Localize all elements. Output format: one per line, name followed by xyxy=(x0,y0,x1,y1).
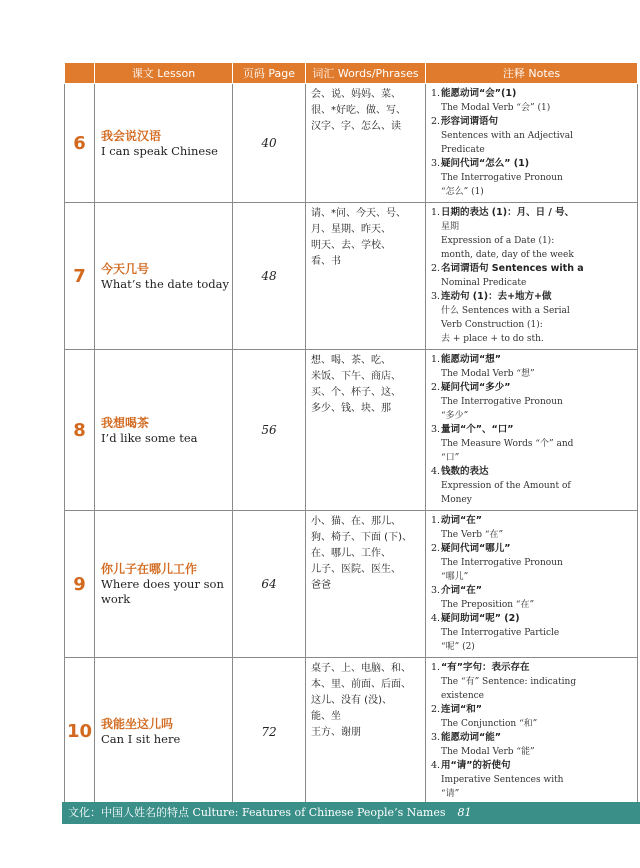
note-subtext: Expression of a Date (1): xyxy=(441,236,555,246)
note-heading: 日期的表达 (1)：月、日 / 号、 xyxy=(441,207,575,218)
note-subtext: The Modal Verb “能” xyxy=(441,747,535,757)
note-heading: “有”字句：表示存在 xyxy=(441,662,530,673)
lesson-title-chinese: 今天几号 xyxy=(101,261,150,276)
lesson-words-cell xyxy=(306,84,426,203)
note-item xyxy=(431,542,632,584)
word-line: 月、星期、昨天、 xyxy=(311,224,391,235)
lesson-words-cell xyxy=(306,511,426,658)
word-line: 想、喝、茶、吃、 xyxy=(311,355,391,366)
word-line: 在、哪儿、工作、 xyxy=(311,548,391,559)
lesson-page-number: 64 xyxy=(233,511,306,658)
lesson-number: 7 xyxy=(65,203,95,350)
note-body xyxy=(441,542,632,584)
note-body xyxy=(441,353,632,381)
note-item xyxy=(431,703,632,731)
lesson-row xyxy=(65,350,638,511)
contents-table xyxy=(64,62,638,806)
note-subtext: “呢” (2) xyxy=(441,642,475,652)
note-subtext: existence xyxy=(441,691,485,701)
lesson-title-chinese: 我会说汉语 xyxy=(101,128,162,143)
note-number: 3. xyxy=(431,291,441,302)
word-line: 儿子、医院、医生、 xyxy=(311,564,401,575)
note-number: 1. xyxy=(431,662,441,673)
word-line: 本、里、前面、后面、 xyxy=(311,679,411,690)
lesson-row xyxy=(65,203,638,350)
note-body xyxy=(441,262,632,290)
note-number: 3. xyxy=(431,158,441,169)
header-notes: 注释 Notes xyxy=(426,63,638,84)
note-subtext: Sentences with an Adjectival xyxy=(441,131,573,141)
note-item xyxy=(431,115,632,157)
lesson-number: 10 xyxy=(65,658,95,806)
note-subtext: month, date, day of the week xyxy=(441,250,574,260)
lesson-title-english: Can I sit here xyxy=(101,732,181,746)
note-subtext: The Interrogative Pronoun xyxy=(441,397,563,407)
note-number: 4. xyxy=(431,613,441,624)
footer-text: 文化：中国人姓名的特点 Culture: Features of Chinese People’s Names xyxy=(68,806,446,819)
note-item xyxy=(431,423,632,465)
header-page: 页码 Page xyxy=(233,63,306,84)
lesson-notes-cell xyxy=(426,511,638,658)
table-header-row xyxy=(65,63,638,84)
note-subtext: The Interrogative Particle xyxy=(441,628,560,638)
footer-page-number: 81 xyxy=(457,806,472,819)
note-body xyxy=(441,157,632,199)
note-body xyxy=(441,514,632,542)
note-body xyxy=(441,115,632,157)
note-item xyxy=(431,262,632,290)
note-item xyxy=(431,290,632,346)
lesson-title-cell xyxy=(95,84,233,203)
note-subtext: Expression of the Amount of xyxy=(441,481,571,491)
note-subtext: 去 + place + to do sth. xyxy=(441,334,544,344)
lesson-row xyxy=(65,658,638,806)
note-heading: 钱数的表达 xyxy=(441,466,489,477)
note-heading: 动词“在” xyxy=(441,515,482,526)
lesson-notes-cell xyxy=(426,658,638,806)
note-heading: 疑问代词“多少” xyxy=(441,382,511,393)
word-line: 能、坐 xyxy=(311,711,341,722)
note-body xyxy=(441,703,632,731)
header-words: 词汇 Words/Phrases xyxy=(306,63,426,84)
note-body xyxy=(441,584,632,612)
note-body xyxy=(441,661,632,703)
note-number: 1. xyxy=(431,354,441,365)
lesson-title-cell xyxy=(95,511,233,658)
note-body xyxy=(441,87,632,115)
note-subtext: “口” xyxy=(441,453,460,463)
lesson-number: 6 xyxy=(65,84,95,203)
word-line: 很、*好吃、做、写、 xyxy=(311,105,406,116)
note-heading: 疑问代词“哪儿” xyxy=(441,543,511,554)
note-heading: 连动句 (1)：去+地方+做 xyxy=(441,291,552,302)
note-subtext: The Measure Words “个” and xyxy=(441,439,574,449)
lesson-notes-cell xyxy=(426,350,638,511)
lesson-words-cell xyxy=(306,658,426,806)
note-heading: 连词“和” xyxy=(441,704,482,715)
lesson-title-chinese: 我想喝茶 xyxy=(101,415,150,430)
word-line: 米饭、下午、商店、 xyxy=(311,371,401,382)
note-body xyxy=(441,759,632,801)
note-body xyxy=(441,423,632,465)
table-body xyxy=(65,84,638,806)
note-body xyxy=(441,612,632,654)
word-line: 会、说、妈妈、菜、 xyxy=(311,89,401,100)
note-heading: 量词“个”、“口” xyxy=(441,424,514,435)
note-subtext: “哪儿” xyxy=(441,572,469,582)
note-number: 2. xyxy=(431,543,441,554)
note-number: 4. xyxy=(431,466,441,477)
lesson-title-english: I can speak Chinese xyxy=(101,143,218,158)
word-line: 桌子、上、电脑、和、 xyxy=(311,663,411,674)
note-number: 1. xyxy=(431,515,441,526)
note-subtext: The Preposition “在” xyxy=(441,600,535,610)
note-item xyxy=(431,759,632,801)
word-line: 狗、椅子、下面 (下)、 xyxy=(311,532,412,543)
note-body xyxy=(441,465,632,507)
note-subtext: The “有” Sentence: indicating xyxy=(441,677,577,687)
note-subtext: “怎么” (1) xyxy=(441,187,484,197)
note-subtext: The Modal Verb “想” xyxy=(441,369,535,379)
note-number: 3. xyxy=(431,732,441,743)
note-item xyxy=(431,465,632,507)
note-heading: 形容词谓语句 xyxy=(441,116,499,127)
note-body xyxy=(441,206,632,262)
lesson-words-cell xyxy=(306,350,426,511)
note-subtext: The Interrogative Pronoun xyxy=(441,558,563,568)
lesson-title-english: Where does your son work xyxy=(101,577,224,606)
word-line: 小、猫、在、那儿、 xyxy=(311,516,401,527)
note-item xyxy=(431,87,632,115)
note-subtext: Money xyxy=(441,495,472,505)
note-subtext: Verb Construction (1): xyxy=(441,320,543,330)
word-line: 明天、去、学校、 xyxy=(311,240,391,251)
word-line: 多少、钱、块、那 xyxy=(311,403,391,414)
note-item xyxy=(431,514,632,542)
note-subtext: The Interrogative Pronoun xyxy=(441,173,563,183)
note-heading: 名词谓语句 Sentences with a xyxy=(441,263,584,274)
lesson-notes-cell xyxy=(426,84,638,203)
note-number: 2. xyxy=(431,263,441,274)
note-item xyxy=(431,731,632,759)
note-heading: 疑问助词“呢” (2) xyxy=(441,613,520,624)
note-item xyxy=(431,584,632,612)
note-item xyxy=(431,206,632,262)
note-body xyxy=(441,731,632,759)
note-heading: 能愿动词“能” xyxy=(441,732,501,743)
note-item xyxy=(431,157,632,199)
lesson-page-number: 40 xyxy=(233,84,306,203)
word-line: 汉字、字、怎么、读 xyxy=(311,121,401,132)
lesson-title-chinese: 我能坐这儿吗 xyxy=(101,717,174,731)
lesson-row xyxy=(65,84,638,203)
note-subtext: Predicate xyxy=(441,145,485,155)
note-heading: 能愿动词“会”(1) xyxy=(441,88,517,99)
note-heading: 介词“在” xyxy=(441,585,482,596)
note-subtext: The Conjunction “和” xyxy=(441,719,538,729)
note-heading: 疑问代词“怎么” (1) xyxy=(441,158,530,169)
note-number: 2. xyxy=(431,116,441,127)
note-body xyxy=(441,290,632,346)
note-number: 1. xyxy=(431,207,441,218)
lesson-number: 9 xyxy=(65,511,95,658)
lesson-title-english: I’d like some tea xyxy=(101,430,198,445)
note-subtext: Imperative Sentences with xyxy=(441,775,564,785)
lesson-notes-cell xyxy=(426,203,638,350)
note-subtext: “请” xyxy=(441,789,460,799)
lesson-title-english: What’s the date today xyxy=(101,276,229,291)
word-line: 爸爸 xyxy=(311,580,331,591)
lesson-title-cell xyxy=(95,350,233,511)
culture-footer xyxy=(62,802,640,824)
note-subtext: “多少” xyxy=(441,411,469,421)
note-item xyxy=(431,612,632,654)
lesson-title-cell xyxy=(95,658,233,806)
note-number: 2. xyxy=(431,704,441,715)
lesson-row xyxy=(65,511,638,658)
lesson-title-chinese: 你儿子在哪儿工作 xyxy=(101,562,198,576)
note-subtext: 什么 Sentences with a Serial xyxy=(441,306,570,316)
word-line: 王方、谢朋 xyxy=(311,727,361,738)
word-line: 看、书 xyxy=(311,256,341,267)
note-number: 3. xyxy=(431,585,441,596)
note-number: 4. xyxy=(431,760,441,771)
note-item xyxy=(431,381,632,423)
lesson-number: 8 xyxy=(65,350,95,511)
lesson-words-cell xyxy=(306,203,426,350)
word-line: 买、个、杯子、这、 xyxy=(311,387,401,398)
word-line: 这儿、没有 (没)、 xyxy=(311,695,392,706)
note-subtext: Nominal Predicate xyxy=(441,278,527,288)
header-lesson: 课文 Lesson xyxy=(95,63,233,84)
note-subtext: The Verb “在” xyxy=(441,530,504,540)
note-number: 2. xyxy=(431,382,441,393)
lesson-title-cell xyxy=(95,203,233,350)
lesson-page-number: 56 xyxy=(233,350,306,511)
lesson-page-number: 72 xyxy=(233,658,306,806)
word-line: 请、*问、今天、号、 xyxy=(311,208,406,219)
note-number: 1. xyxy=(431,88,441,99)
note-subtext: The Modal Verb “会” (1) xyxy=(441,103,551,113)
note-item xyxy=(431,661,632,703)
note-item xyxy=(431,353,632,381)
note-heading: 用“请”的祈使句 xyxy=(441,760,511,771)
note-subtext: 星期 xyxy=(441,222,460,232)
lesson-page-number: 48 xyxy=(233,203,306,350)
header-corner xyxy=(65,63,95,84)
note-number: 3. xyxy=(431,424,441,435)
note-heading: 能愿动词“想” xyxy=(441,354,501,365)
note-body xyxy=(441,381,632,423)
